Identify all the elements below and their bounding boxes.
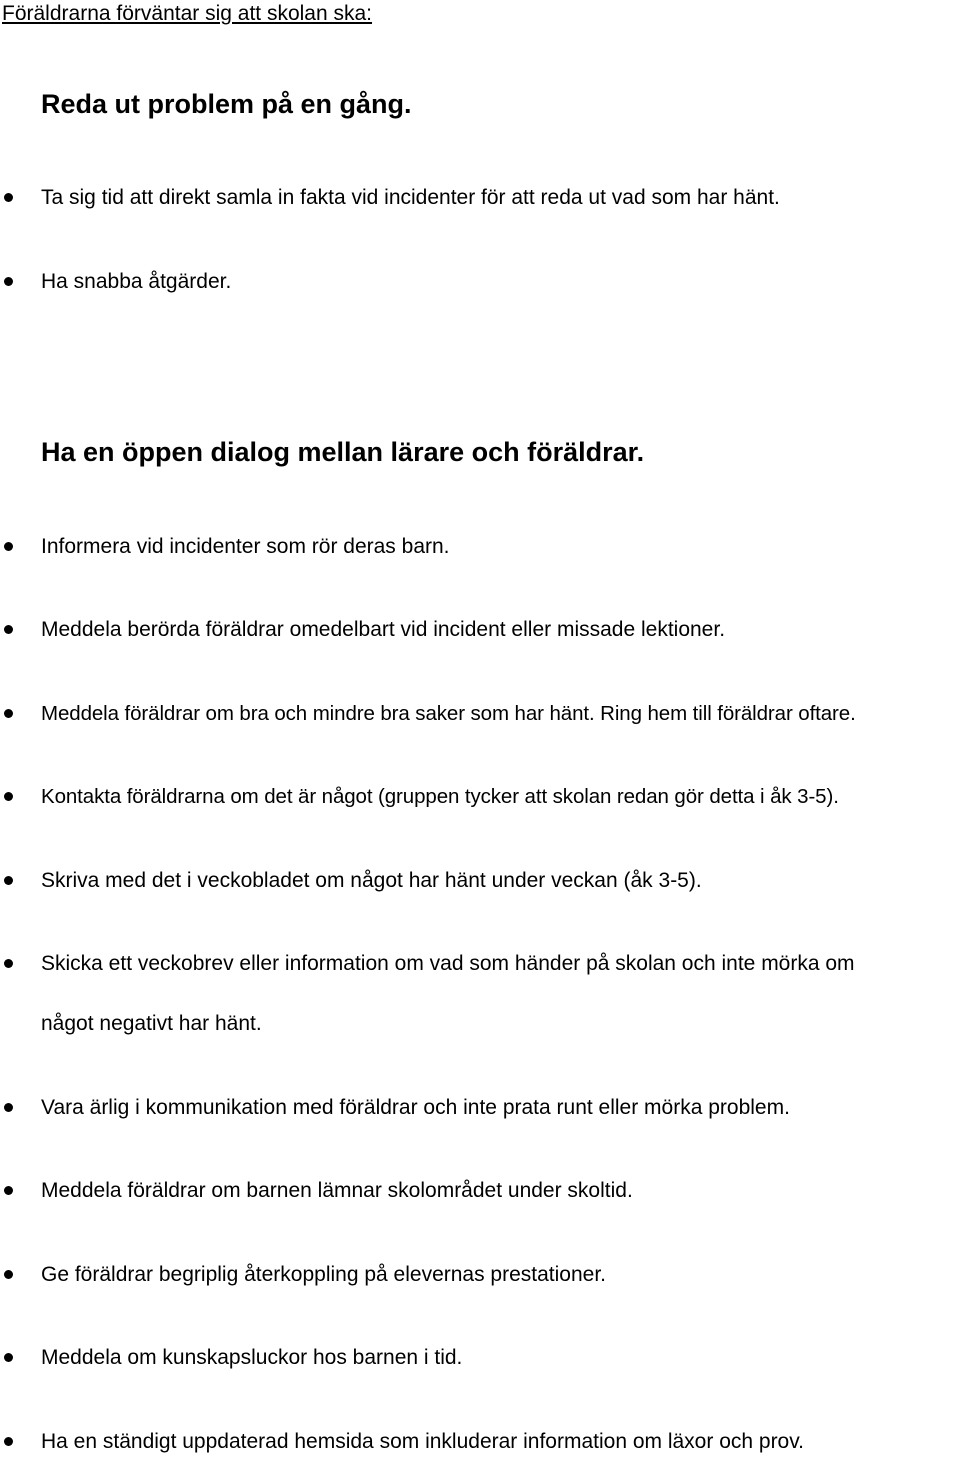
bullet-icon bbox=[4, 1186, 13, 1195]
bullet-icon bbox=[4, 625, 13, 634]
list-item-text: Skicka ett veckobrev eller information om vad som händer på skolan och inte mörka om bbox=[41, 952, 855, 975]
list-item bbox=[0, 615, 960, 645]
list-item bbox=[0, 1343, 960, 1373]
bullet-icon bbox=[4, 193, 13, 202]
list-item bbox=[0, 782, 960, 812]
list-item bbox=[0, 866, 960, 896]
section-heading-reda-ut: Reda ut problem på en gång. bbox=[41, 89, 412, 119]
list-item bbox=[0, 532, 960, 562]
list-item-text: Informera vid incidenter som rör deras barn. bbox=[41, 535, 450, 558]
page-title: Föräldrarna förväntar sig att skolan ska: bbox=[2, 2, 373, 25]
bullet-icon bbox=[4, 1437, 13, 1446]
section-heading-oppen-dialog: Ha en öppen dialog mellan lärare och föräldrar. bbox=[41, 437, 645, 467]
list-item-text: Ha en ständigt uppdaterad hemsida som inkluderar information om läxor och prov. bbox=[41, 1430, 805, 1453]
list-item-text: Ge föräldrar begriplig återkoppling på elevernas prestationer. bbox=[41, 1263, 607, 1286]
bullet-icon bbox=[4, 542, 13, 551]
list-item bbox=[0, 1427, 960, 1457]
list-item bbox=[0, 949, 960, 979]
list-item bbox=[0, 183, 960, 213]
list-item-text: Ha snabba åtgärder. bbox=[41, 270, 232, 293]
list-item-text: Vara ärlig i kommunikation med föräldrar och inte prata runt eller mörka problem. bbox=[41, 1096, 790, 1119]
list-item bbox=[0, 1260, 960, 1290]
list-item-continuation: något negativt har hänt. bbox=[41, 1012, 262, 1035]
list-item-text: Meddela om kunskapsluckor hos barnen i tid. bbox=[41, 1346, 463, 1369]
bullet-icon bbox=[4, 709, 13, 718]
list-item-text: Meddela föräldrar om barnen lämnar skolområdet under skoltid. bbox=[41, 1179, 633, 1202]
bullet-icon bbox=[4, 1103, 13, 1112]
bullet-icon bbox=[4, 959, 13, 968]
list-item bbox=[0, 1176, 960, 1206]
list-item-text: Ta sig tid att direkt samla in fakta vid incidenter för att reda ut vad som har hänt. bbox=[41, 186, 780, 209]
bullet-icon bbox=[4, 277, 13, 286]
list-item bbox=[0, 267, 960, 297]
list-item bbox=[0, 699, 960, 729]
list-item-text: Meddela berörda föräldrar omedelbart vid incident eller missade lektioner. bbox=[41, 618, 726, 641]
list-item-text: Skriva med det i veckobladet om något har hänt under veckan (åk 3-5). bbox=[41, 869, 702, 892]
bullet-icon bbox=[4, 792, 13, 801]
list-item-text: Kontakta föräldrarna om det är något (gruppen tycker att skolan redan gör detta i åk 3-5). bbox=[41, 785, 839, 808]
list-item-text: Meddela föräldrar om bra och mindre bra saker som har hänt. Ring hem till föräldrar oftare. bbox=[41, 702, 856, 725]
bullet-icon bbox=[4, 1353, 13, 1362]
list-item bbox=[0, 1093, 960, 1123]
bullet-icon bbox=[4, 1270, 13, 1279]
bullet-icon bbox=[4, 876, 13, 885]
